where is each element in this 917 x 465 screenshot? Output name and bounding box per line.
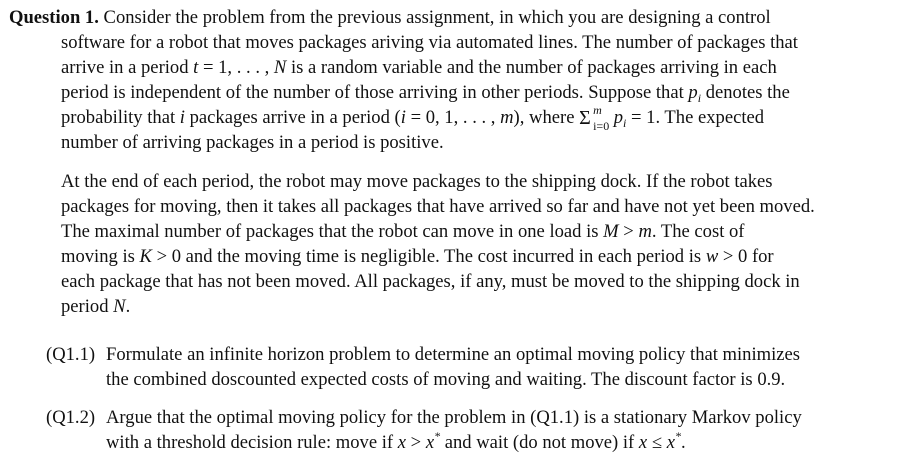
star-2: *	[674, 429, 681, 443]
q12-line-1-text: Argue that the optimal moving policy for the problem in (Q1.1) is a stationary Markov policy	[106, 407, 802, 428]
q12-l2k: .	[680, 432, 686, 453]
p1-l3e: is a random variable and the number of packages arriving in each	[286, 57, 777, 78]
p2-line-2-text: packages for moving, then it takes all packages that have arrived so far and have not yet been moved.	[61, 196, 815, 217]
var-x-star-2: x	[666, 432, 675, 453]
p2-line-5-text: each package that has not been moved. All packages, if any, must be moved to the shipping dock in	[61, 271, 800, 292]
p2-line-4	[61, 246, 774, 268]
p2-l3e: . The cost of	[651, 221, 745, 242]
q11-line-2	[106, 369, 785, 391]
var-p-sub-i: i	[697, 91, 702, 105]
sum-upper: m	[593, 103, 602, 117]
var-M: M	[603, 221, 619, 242]
var-t: t	[193, 57, 199, 78]
p1-line-2	[61, 32, 798, 54]
p2-line-2	[61, 196, 815, 218]
var-m: m	[500, 107, 514, 128]
p1-line-3	[61, 57, 777, 79]
q12-l2a: with a threshold decision rule: move if	[106, 432, 398, 453]
var-p-2: p	[613, 107, 624, 128]
p1-l3c: = 1, . . . ,	[198, 57, 274, 78]
q11-label	[46, 344, 95, 366]
var-p: p	[688, 82, 698, 103]
p2-line-5	[61, 271, 800, 293]
q12-line-2	[106, 429, 686, 455]
p2-line-1-text: At the end of each period, the robot may move packages to the shipping dock. If the robot takes	[61, 171, 773, 192]
var-m-2: m	[638, 221, 652, 242]
p1-line-4	[61, 82, 790, 105]
q12-l2f: and wait (do not move) if	[440, 432, 639, 453]
q11-line-1-text: Formulate an infinite horizon problem to determine an optimal moving policy that minimizes	[106, 344, 801, 365]
q11-line-1	[106, 344, 800, 366]
var-N: N	[273, 57, 287, 78]
var-N-2: N	[113, 296, 126, 317]
summation-symbol	[579, 103, 610, 133]
p1-line-6-text: number of arriving packages in a period is positive.	[61, 132, 444, 153]
sigma: Σ	[579, 107, 591, 129]
p1-line-1-text: Consider the problem from the previous assignment, in which you are designing a control	[103, 7, 771, 28]
q12-l2c: >	[406, 432, 426, 453]
p1-l5a: probability that	[61, 107, 180, 128]
var-i-2: i	[400, 107, 406, 128]
q12-l2h: ≤	[647, 432, 667, 453]
p1-line-2-text: software for a robot that moves packages ariving via automated lines. The number of packages that	[61, 32, 798, 53]
q12-label-text: (Q1.2)	[46, 407, 96, 428]
var-w: w	[705, 246, 719, 267]
p2-l3c: >	[618, 221, 639, 242]
p1-l5k: = 1. The expected	[626, 107, 765, 128]
p2-line-1	[61, 171, 773, 193]
question-line-1	[9, 7, 771, 29]
p1-l4a: period is independent of the number of those arriving in other periods. Suppose that	[61, 82, 689, 103]
sum-lower: i=0	[593, 119, 610, 133]
var-p-sub-i-2: i	[623, 116, 627, 130]
p1-l5c: packages arrive in a period (	[184, 107, 401, 128]
p2-line-6	[61, 296, 130, 318]
var-x-2: x	[638, 432, 648, 453]
q12-line-1	[106, 407, 802, 429]
p2-l6c: .	[125, 296, 131, 317]
p1-l3a: arrive in a period	[61, 57, 194, 78]
p2-line-3	[61, 221, 745, 243]
p1-l5g: ), where	[513, 107, 580, 128]
q12-label	[46, 407, 95, 429]
p2-l6a: period	[61, 296, 114, 317]
p1-line-6	[61, 132, 444, 154]
var-x-star: x	[425, 432, 435, 453]
q11-line-2-text: the combined doscounted expected costs of moving and waiting. The discount factor is 0.9.	[106, 369, 786, 390]
question-label: Question 1.	[9, 7, 99, 28]
q11-label-text: (Q1.1)	[46, 344, 96, 365]
var-i: i	[179, 107, 185, 128]
var-x: x	[397, 432, 407, 453]
p1-l5e: = 0, 1, . . . ,	[405, 107, 501, 128]
p2-l3a: The maximal number of packages that the robot can move in one load is	[61, 221, 604, 242]
p1-l4d: denotes the	[701, 82, 790, 103]
p1-line-5	[61, 103, 765, 133]
p2-l4a: moving is	[61, 246, 140, 267]
star-1: *	[434, 429, 441, 443]
p2-l4c: > 0 and the moving time is negligible. The cost incurred in each period is	[151, 246, 706, 267]
p2-l4e: > 0 for	[718, 246, 774, 267]
var-K: K	[139, 246, 152, 267]
